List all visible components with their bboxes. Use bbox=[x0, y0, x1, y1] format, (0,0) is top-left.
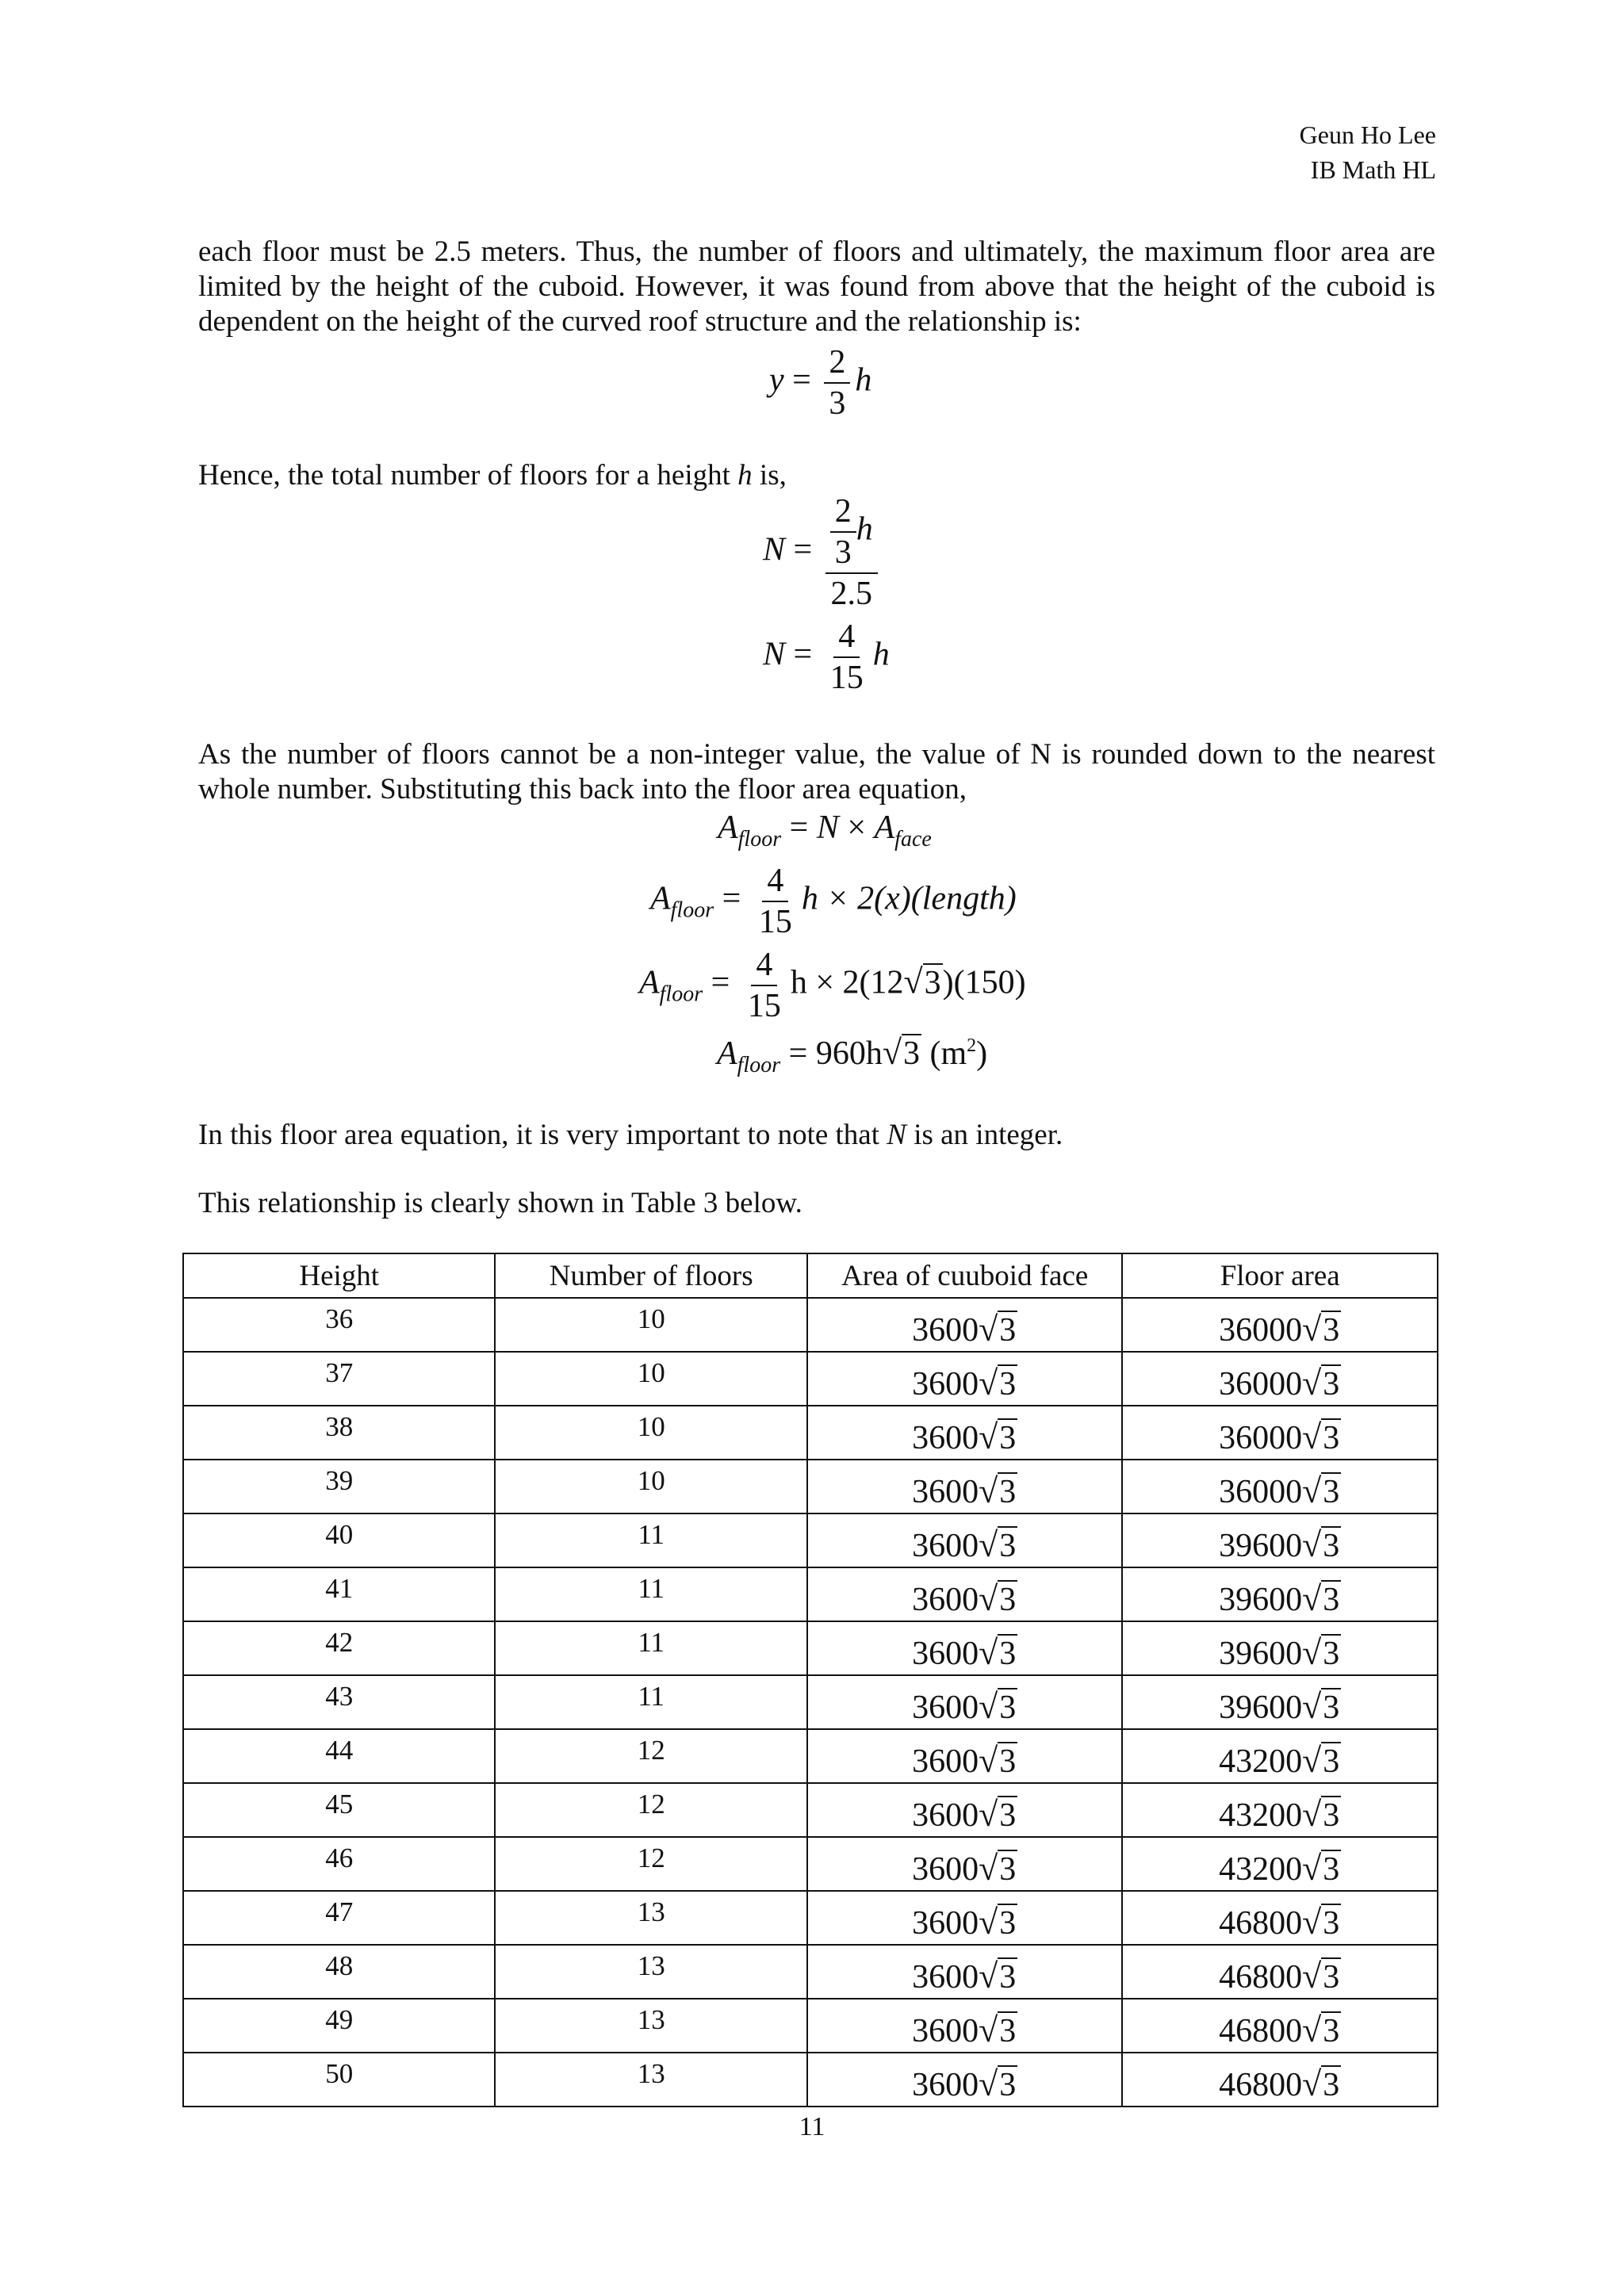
header-floors: Number of floors bbox=[495, 1253, 806, 1298]
cell-floor-area: 39600√3 bbox=[1122, 1513, 1438, 1567]
paragraph-intro: each floor must be 2.5 meters. Thus, the number of floors and ultimately, the maximum floor area are limited by the height of the cuboid. However, it was found from above that the height of the cuboid is dependent on the height of the curved roof structure and the relationship is: bbox=[198, 235, 1435, 338]
cell-floors: 10 bbox=[495, 1298, 806, 1352]
cell-face-area: 3600√3 bbox=[807, 1729, 1123, 1783]
radical-icon: √ bbox=[1302, 1957, 1322, 1996]
radical-icon: √ bbox=[979, 1310, 998, 1349]
table-row bbox=[183, 2053, 1438, 2107]
cell-floor-area: 43200√3 bbox=[1122, 1837, 1438, 1891]
table-row bbox=[183, 1837, 1438, 1891]
radical-icon: √ bbox=[979, 1418, 998, 1456]
cell-height: 42 bbox=[183, 1621, 495, 1675]
cell-floor-area: 43200√3 bbox=[1122, 1729, 1438, 1783]
equation-area-substituted: $A_{floor}$ = $\frac{4}{15}$ h × 2(12√3)(150) bbox=[639, 947, 1026, 1024]
cell-floors: 11 bbox=[495, 1621, 806, 1675]
header-height: Height bbox=[183, 1253, 495, 1298]
table-row bbox=[183, 1567, 1438, 1621]
cell-face-area: 3600√3 bbox=[807, 1675, 1123, 1729]
cell-floors: 10 bbox=[495, 1460, 806, 1513]
cell-face-area: 3600√3 bbox=[807, 1460, 1123, 1513]
cell-floors: 12 bbox=[495, 1837, 806, 1891]
cell-floors: 10 bbox=[495, 1406, 806, 1460]
radical-icon: √ bbox=[1302, 1579, 1322, 1618]
radical-icon: √ bbox=[1302, 1741, 1322, 1780]
cell-face-area: 3600√3 bbox=[807, 1352, 1123, 1406]
cell-face-area: 3600√3 bbox=[807, 1406, 1123, 1460]
radical-icon: √ bbox=[979, 1903, 998, 1942]
equation-n-simplified: N = $\frac{4}{15}$ h bbox=[763, 618, 890, 696]
table-row bbox=[183, 1891, 1438, 1945]
paragraph-floors: Hence, the total number of floors for a height h is, bbox=[198, 459, 787, 492]
author-name: Geun Ho Lee bbox=[1299, 121, 1436, 149]
cell-height: 36 bbox=[183, 1298, 495, 1352]
table-row bbox=[183, 1352, 1438, 1406]
paragraph-table-ref: This relationship is clearly shown in Table 3 below. bbox=[198, 1187, 802, 1219]
cell-floor-area: 39600√3 bbox=[1122, 1621, 1438, 1675]
radical-icon: √ bbox=[1302, 1903, 1322, 1942]
cell-floor-area: 46800√3 bbox=[1122, 1891, 1438, 1945]
page-header bbox=[1300, 117, 1436, 187]
table-row bbox=[183, 1675, 1438, 1729]
cell-floors: 10 bbox=[495, 1352, 806, 1406]
page-number: 11 bbox=[799, 2112, 825, 2141]
radical-icon: √ bbox=[979, 1741, 998, 1780]
cell-height: 37 bbox=[183, 1352, 495, 1406]
cell-floors: 11 bbox=[495, 1513, 806, 1567]
cell-height: 45 bbox=[183, 1783, 495, 1837]
cell-height: 44 bbox=[183, 1729, 495, 1783]
table-header-row bbox=[183, 1253, 1438, 1298]
header-face-area: Area of cuuboid face bbox=[807, 1253, 1123, 1298]
cell-floor-area: 43200√3 bbox=[1122, 1783, 1438, 1837]
cell-floor-area: 39600√3 bbox=[1122, 1675, 1438, 1729]
table-row bbox=[183, 1406, 1438, 1460]
equation-area-final: $A_{floor} = 960h√3$ $(m^2)$ bbox=[717, 1033, 988, 1077]
cell-height: 50 bbox=[183, 2053, 495, 2107]
paragraph-rounding: As the number of floors cannot be a non-integer value, the value of N is rounded down to the nearest whole number. Substituting this back into the floor area equation, bbox=[198, 738, 1435, 806]
radical-icon: √ bbox=[979, 1687, 998, 1726]
table-row bbox=[183, 1621, 1438, 1675]
floors-table bbox=[182, 1253, 1438, 2107]
cell-floor-area: 36000√3 bbox=[1122, 1460, 1438, 1513]
cell-face-area: 3600√3 bbox=[807, 1567, 1123, 1621]
cell-height: 40 bbox=[183, 1513, 495, 1567]
cell-face-area: 3600√3 bbox=[807, 1891, 1123, 1945]
radical-icon: √ bbox=[1302, 1633, 1322, 1672]
cell-face-area: 3600√3 bbox=[807, 1999, 1123, 2053]
equation-y: y = $\frac{2}{3}$ h bbox=[769, 344, 872, 422]
table-row bbox=[183, 1298, 1438, 1352]
radical-icon: √ bbox=[903, 962, 923, 1001]
cell-face-area: 3600√3 bbox=[807, 1298, 1123, 1352]
cell-height: 49 bbox=[183, 1999, 495, 2053]
radical-icon: √ bbox=[1302, 2064, 1322, 2103]
cell-floors: 13 bbox=[495, 2053, 806, 2107]
radical-icon: √ bbox=[1302, 1849, 1322, 1888]
radical-icon: √ bbox=[1302, 1687, 1322, 1726]
equation-area-length: $A_{floor}$ = $\frac{4}{15}$ h × 2(x)(length) bbox=[650, 863, 1017, 940]
radical-icon: √ bbox=[1302, 1471, 1322, 1510]
radical-icon: √ bbox=[979, 1364, 998, 1402]
equation-area-general: $A_{floor} = N \times A_{face}$ bbox=[718, 809, 932, 851]
radical-icon: √ bbox=[979, 1849, 998, 1888]
cell-floor-area: 46800√3 bbox=[1122, 1999, 1438, 2053]
radical-icon: √ bbox=[979, 1579, 998, 1618]
radical-icon: √ bbox=[979, 1957, 998, 1996]
table-row bbox=[183, 1460, 1438, 1513]
cell-height: 46 bbox=[183, 1837, 495, 1891]
table-row bbox=[183, 1999, 1438, 2053]
cell-floors: 11 bbox=[495, 1675, 806, 1729]
radical-icon: √ bbox=[1302, 1418, 1322, 1456]
cell-height: 47 bbox=[183, 1891, 495, 1945]
cell-floors: 12 bbox=[495, 1729, 806, 1783]
cell-floors: 13 bbox=[495, 1891, 806, 1945]
cell-floor-area: 46800√3 bbox=[1122, 1945, 1438, 1999]
cell-face-area: 3600√3 bbox=[807, 1837, 1123, 1891]
radical-icon: √ bbox=[979, 1795, 998, 1834]
cell-height: 39 bbox=[183, 1460, 495, 1513]
radical-icon: √ bbox=[979, 2064, 998, 2103]
cell-floors: 13 bbox=[495, 1999, 806, 2053]
table-row bbox=[183, 1729, 1438, 1783]
cell-face-area: 3600√3 bbox=[807, 1621, 1123, 1675]
cell-face-area: 3600√3 bbox=[807, 1783, 1123, 1837]
cell-height: 38 bbox=[183, 1406, 495, 1460]
cell-floor-area: 46800√3 bbox=[1122, 2053, 1438, 2107]
radical-icon: √ bbox=[1302, 1525, 1322, 1564]
cell-floors: 11 bbox=[495, 1567, 806, 1621]
header-floor-area: Floor area bbox=[1122, 1253, 1438, 1298]
radical-icon: √ bbox=[882, 1033, 902, 1072]
cell-face-area: 3600√3 bbox=[807, 2053, 1123, 2107]
cell-face-area: 3600√3 bbox=[807, 1513, 1123, 1567]
radical-icon: √ bbox=[979, 1633, 998, 1672]
course-name: IB Math HL bbox=[1310, 155, 1436, 184]
radical-icon: √ bbox=[979, 1471, 998, 1510]
radical-icon: √ bbox=[1302, 1364, 1322, 1402]
cell-floors: 12 bbox=[495, 1783, 806, 1837]
cell-height: 48 bbox=[183, 1945, 495, 1999]
cell-floor-area: 39600√3 bbox=[1122, 1567, 1438, 1621]
equation-n-fraction: N = $\frac{2}{3}$ h 2.5 bbox=[763, 493, 883, 612]
radical-icon: √ bbox=[979, 1525, 998, 1564]
cell-height: 41 bbox=[183, 1567, 495, 1621]
cell-height: 43 bbox=[183, 1675, 495, 1729]
cell-floor-area: 36000√3 bbox=[1122, 1406, 1438, 1460]
cell-face-area: 3600√3 bbox=[807, 1945, 1123, 1999]
table-row bbox=[183, 1783, 1438, 1837]
radical-icon: √ bbox=[1302, 2011, 1322, 2049]
radical-icon: √ bbox=[1302, 1795, 1322, 1834]
table-row bbox=[183, 1513, 1438, 1567]
cell-floors: 13 bbox=[495, 1945, 806, 1999]
paragraph-integer-note: In this floor area equation, it is very important to note that N is an integer. bbox=[198, 1119, 1063, 1151]
table-row bbox=[183, 1945, 1438, 1999]
cell-floor-area: 36000√3 bbox=[1122, 1352, 1438, 1406]
radical-icon: √ bbox=[979, 2011, 998, 2049]
radical-icon: √ bbox=[1302, 1310, 1322, 1349]
cell-floor-area: 36000√3 bbox=[1122, 1298, 1438, 1352]
